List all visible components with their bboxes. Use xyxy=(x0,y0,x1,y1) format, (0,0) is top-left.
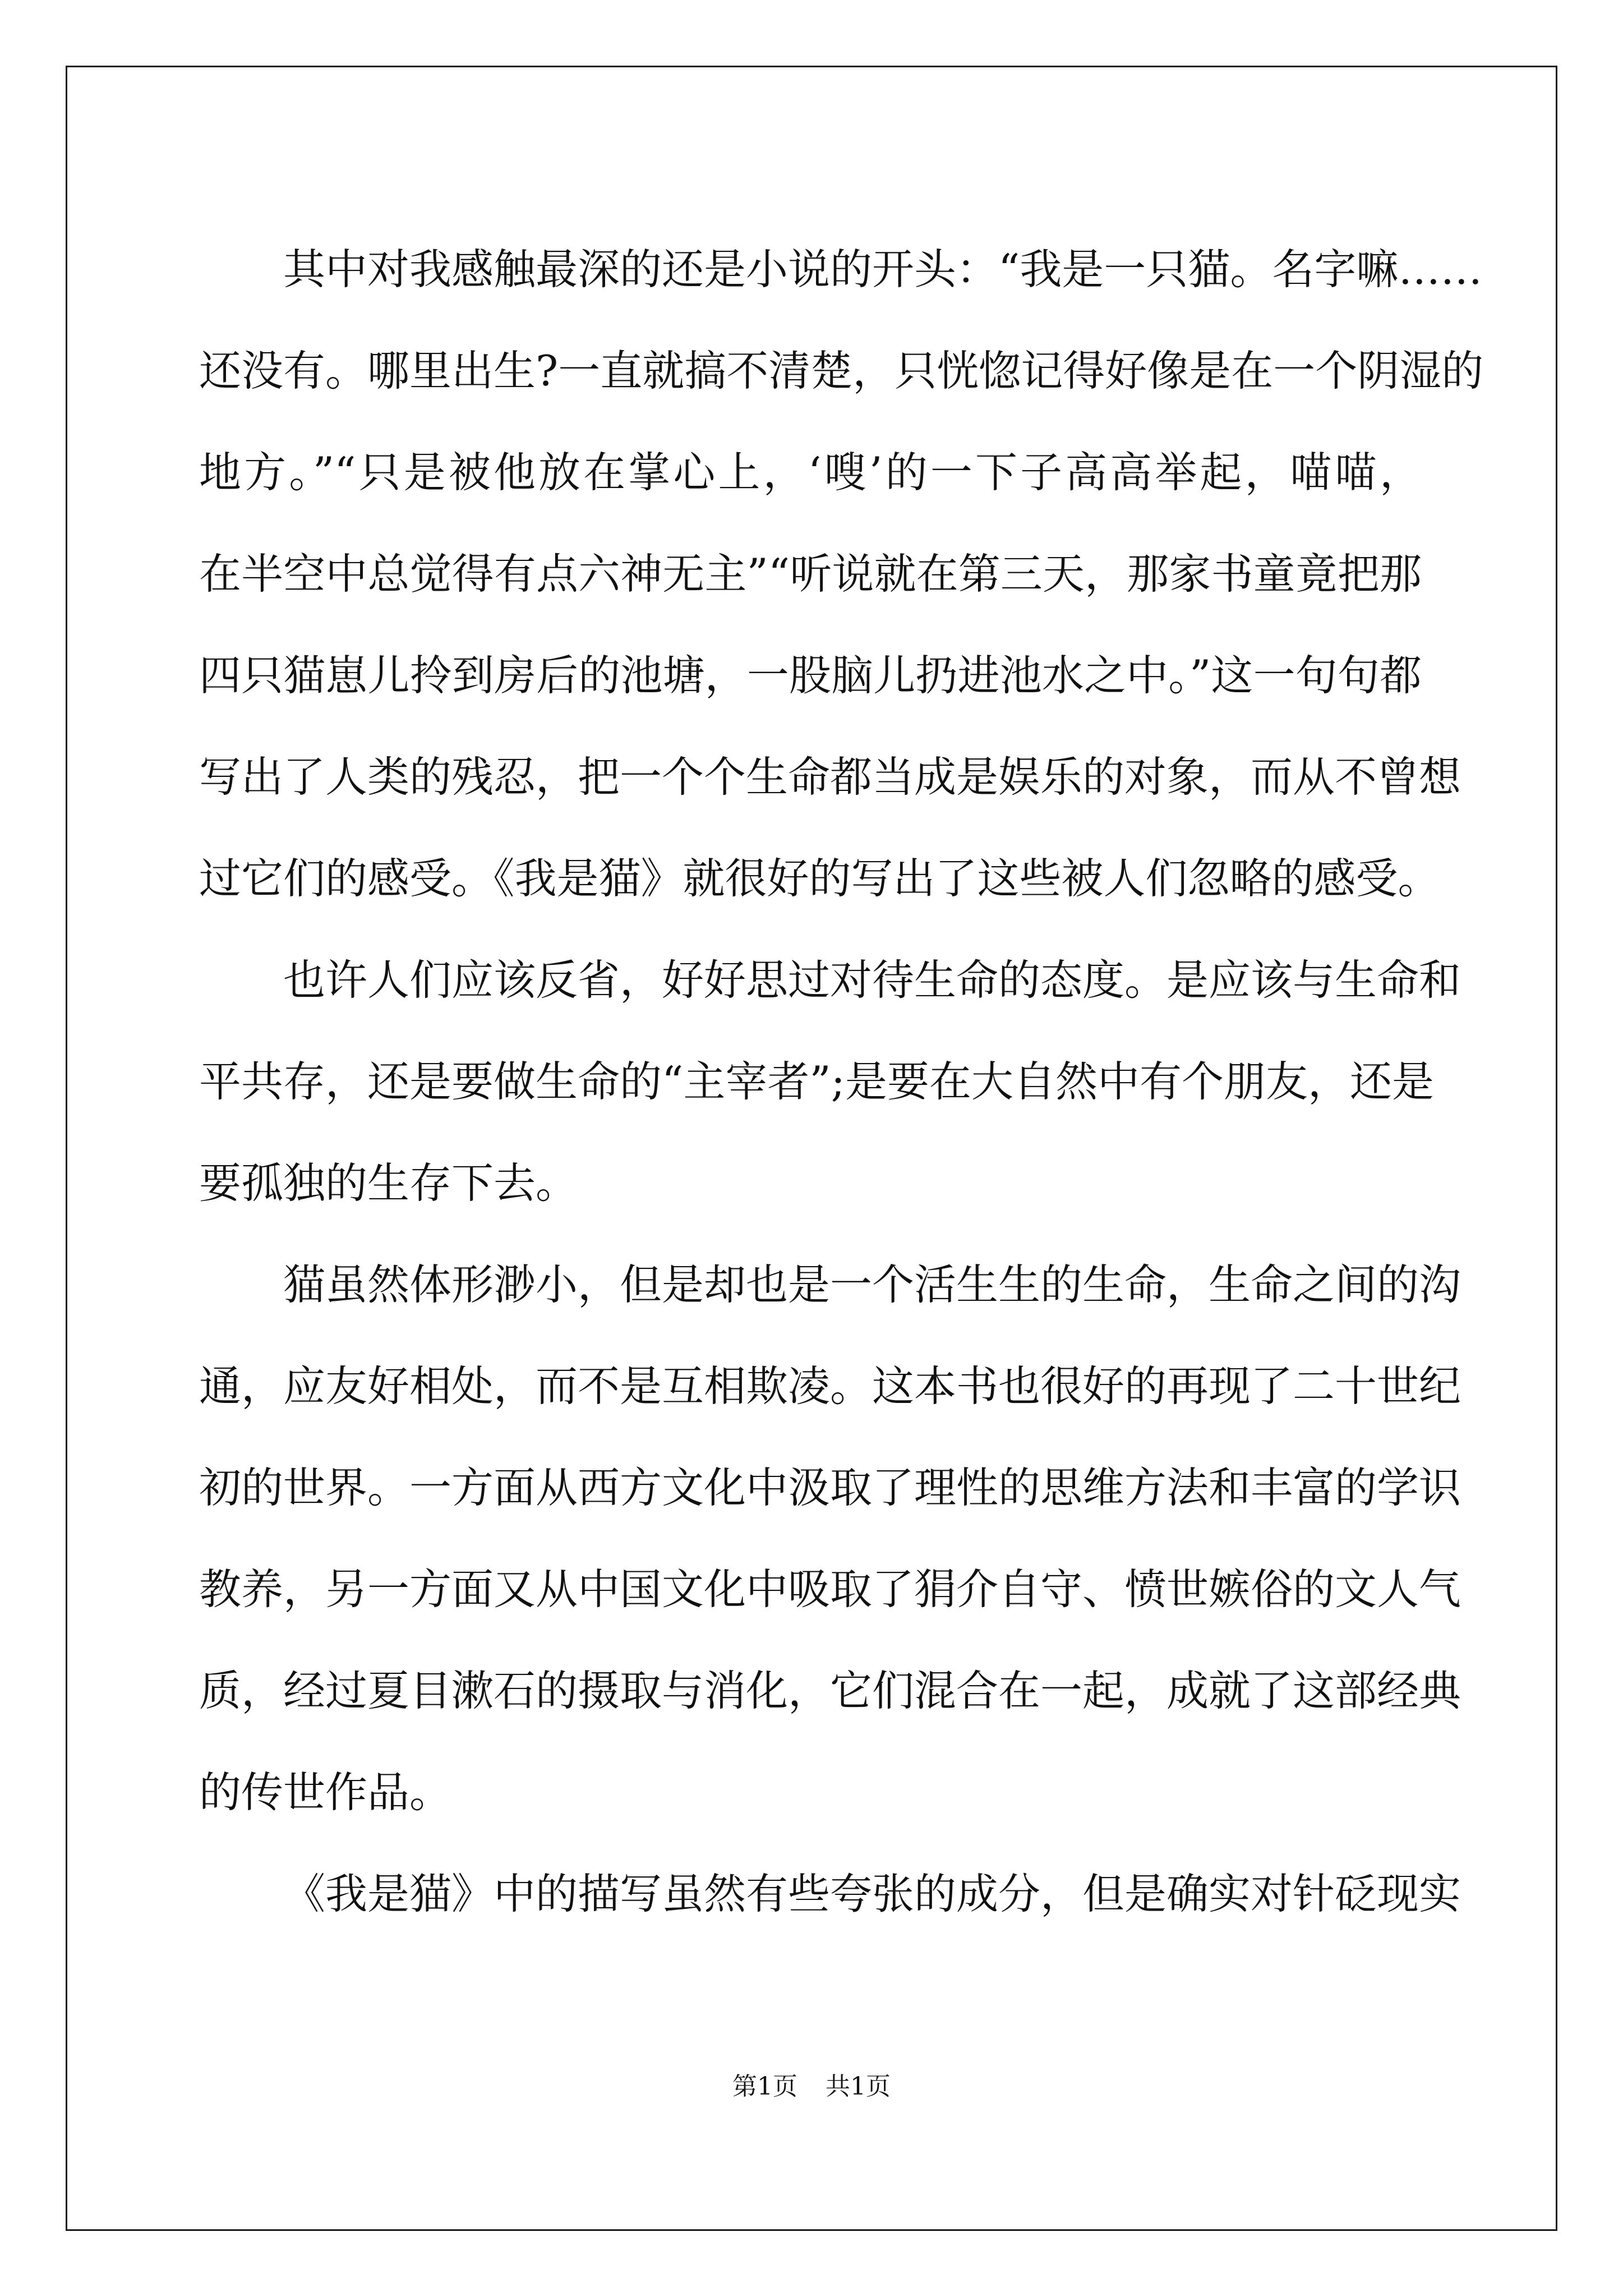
text-line: 四只猫崽儿拎到房后的池塘，一股脑儿扔进池水之中。”这一句句都 xyxy=(199,651,1422,700)
text-line: 还没有。哪里出生?一直就搞不清楚，只恍惚记得好像是在一个阴湿的 xyxy=(199,346,1484,395)
text-line: 的传世作品。 xyxy=(199,1768,452,1817)
text-line: 在半空中总觉得有点六神无主”“听说就在第三天，那家书童竟把那 xyxy=(199,549,1422,599)
paragraph xyxy=(199,1234,1461,1843)
document-body xyxy=(199,219,1484,1945)
page-number-total: 共1页 xyxy=(826,2072,891,2101)
text-line: 猫虽然体形渺小，但是却也是一个活生生的生命，生命之间的沟 xyxy=(283,1260,1461,1309)
paragraph xyxy=(199,930,1461,1234)
text-line: 过它们的感受。《我是猫》就很好的写出了这些被人们忽略的感受。 xyxy=(199,854,1440,903)
text-line: 初的世界。一方面从西方文化中汲取了理性的思维方法和丰富的学识 xyxy=(199,1463,1461,1512)
text-line: 《我是猫》中的描写虽然有些夸张的成分，但是确实对针砭现实 xyxy=(283,1869,1461,1918)
text-line: 其中对我感触最深的还是小说的开头：“我是一只猫。名字嘛…… xyxy=(283,245,1483,294)
text-line: 也许人们应该反省，好好思过对待生命的态度。是应该与生命和 xyxy=(283,955,1461,1005)
paragraph xyxy=(199,219,1484,930)
page-number-current: 第1页 xyxy=(732,2072,797,2101)
text-line: 教养，另一方面又从中国文化中吸取了狷介自守、愤世嫉俗的文人气 xyxy=(199,1565,1461,1614)
text-line: 通，应友好相处，而不是互相欺凌。这本书也很好的再现了二十世纪 xyxy=(199,1361,1461,1411)
text-line: 要孤独的生存下去。 xyxy=(199,1158,578,1208)
text-line: 写出了人类的残忍，把一个个生命都当成是娱乐的对象，而从不曾想 xyxy=(199,752,1461,802)
text-line: 质，经过夏目漱石的摄取与消化，它们混合在一起，成就了这部经典 xyxy=(199,1666,1461,1715)
page-footer xyxy=(0,2070,1623,2104)
paragraph xyxy=(199,1843,1461,1945)
text-line: 地方。”“只是被他放在掌心上，‘嗖’的一下子高高举起，喵喵， xyxy=(199,448,1422,497)
text-line: 平共存，还是要做生命的“主宰者”;是要在大自然中有个朋友，还是 xyxy=(199,1057,1434,1106)
